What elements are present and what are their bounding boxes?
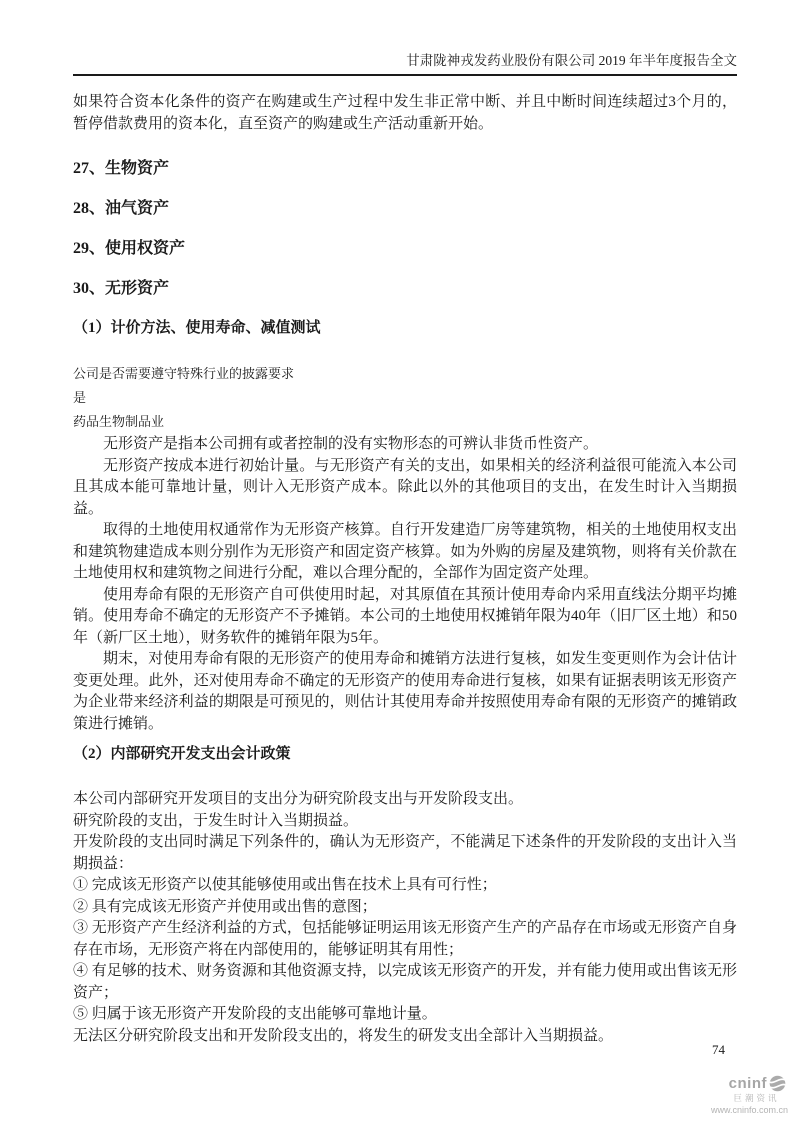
paragraph-research-stage: 研究阶段的支出，于发生时计入当期损益。 — [73, 812, 359, 829]
paragraph-land-use-rights: 取得的土地使用权通常作为无形资产核算。自行开发建造厂房等建筑物，相关的土地使用权支出和建筑物建造成本则分别作为无形资产和固定资产核算。如为外购的房屋及建筑物，则将有关价款在土地使用权和建筑物之间进行分配，难以合理分配的，全部作为固定资产处理。 — [73, 522, 737, 581]
paragraph-intangible-definition: 无形资产是指本公司拥有或者控制的没有实物形态的可辨认非货币性资产。 — [103, 436, 599, 452]
cninfo-logo-row — [711, 1075, 788, 1092]
heading-30-intangible-assets: 30、无形资产 — [73, 280, 170, 297]
heading-30-2-internal-rd-policy: （2）内部研究开发支出会计政策 — [73, 746, 291, 762]
rd-expenditure-block — [73, 789, 737, 1047]
paragraph-amortization: 使用寿命有限的无形资产自可供使用时起，对其原值在其预计使用寿命内采用直线法分期平均摊销。使用寿命不确定的无形资产不予摊销。本公司的土地使用权摊销年限为40年（旧厂区土地）和50年（新厂区土地），财务软件的摊销年限为5年。 — [73, 586, 737, 646]
disclosure-industry: 药品生物制品业 — [73, 414, 165, 429]
heading-30-1-valuation-method: （1）计价方法、使用寿命、减值测试 — [73, 320, 321, 336]
page-number: 74 — [712, 1042, 725, 1057]
cninfo-url-text: www.cninfo.com.cn — [710, 1105, 788, 1115]
paragraph-rd-closing: 无法区分研究阶段支出和开发阶段支出的，将发生的研发支出全部计入当期损益。 — [73, 1027, 614, 1044]
paragraph-development-stage-conditions: 开发阶段的支出同时满足下列条件的，确认为无形资产，不能满足下述条件的开发阶段的支出计入当期损益： — [73, 834, 737, 872]
page-header — [73, 0, 737, 76]
header-divider — [73, 74, 737, 76]
disclosure-answer: 是 — [73, 390, 87, 405]
paragraph-rd-split: 本公司内部研究开发项目的支出分为研究阶段支出与开发阶段支出。 — [73, 791, 524, 807]
heading-28-oil-gas-assets: 28、油气资产 — [73, 200, 170, 217]
dev-condition-1: ① 完成该无形资产以使其能够使用或出售在技术上具有可行性； — [73, 877, 497, 893]
cninfo-logo — [711, 1075, 788, 1115]
dev-condition-2: ② 具有完成该无形资产并使用或出售的意图； — [73, 898, 377, 915]
heading-27-biological-assets: 27、生物资产 — [73, 160, 170, 177]
dev-condition-3: ③ 无形资产产生经济利益的方式，包括能够证明运用该无形资产生产的产品存在市场或无形资产自身存在市场，无形资产将在内部使用的，能够证明其有用性； — [73, 920, 737, 958]
paragraph-intangible-initial-measurement: 无形资产按成本进行初始计量。与无形资产有关的支出，如果相关的经济利益很可能流入本公司且其成本能可靠地计量，则计入无形资产成本。除此以外的其他项目的支出，在发生时计入当期损益。 — [73, 457, 737, 517]
paragraph-capitalization-suspension: 如果符合资本化条件的资产在购建或生产过程中发生非正常中断、并且中断时间连续超过3个月的，暂停借款费用的资本化，直至资产的购建或生产活动重新开始。 — [73, 94, 737, 132]
dev-condition-4: ④ 有足够的技术、财务资源和其他资源支持，以完成该无形资产的开发，并有能力使用或出售该无形资产； — [73, 963, 737, 1001]
heading-29-right-of-use-assets: 29、使用权资产 — [73, 240, 186, 257]
cninfo-swirl-icon — [769, 1075, 786, 1092]
paragraph-period-end-review: 期末，对使用寿命有限的无形资产的使用寿命和摊销方法进行复核，如发生变更则作为会计估计变更处理。此外，还对使用寿命不确定的无形资产的使用寿命进行复核，如果有证据表明该无形资产为企业带来经济利益的期限是可预见的，则估计其使用寿命并按照使用寿命有限的无形资产的摊销政策进行摊销。 — [73, 651, 737, 732]
document-body — [73, 91, 737, 1047]
disclosure-block — [73, 362, 737, 434]
cninfo-caption-text: 巨潮资讯 — [733, 1093, 780, 1103]
dev-condition-5: ⑤ 归属于该无形资产开发阶段的支出能够可靠地计量。 — [73, 1006, 437, 1022]
disclosure-question: 公司是否需要遵守特殊行业的披露要求 — [73, 366, 295, 381]
report-header-title: 甘肃陇神戎发药业股份有限公司 2019 年半年度报告全文 — [406, 53, 737, 68]
cninfo-brand-text: cninf — [728, 1075, 767, 1092]
